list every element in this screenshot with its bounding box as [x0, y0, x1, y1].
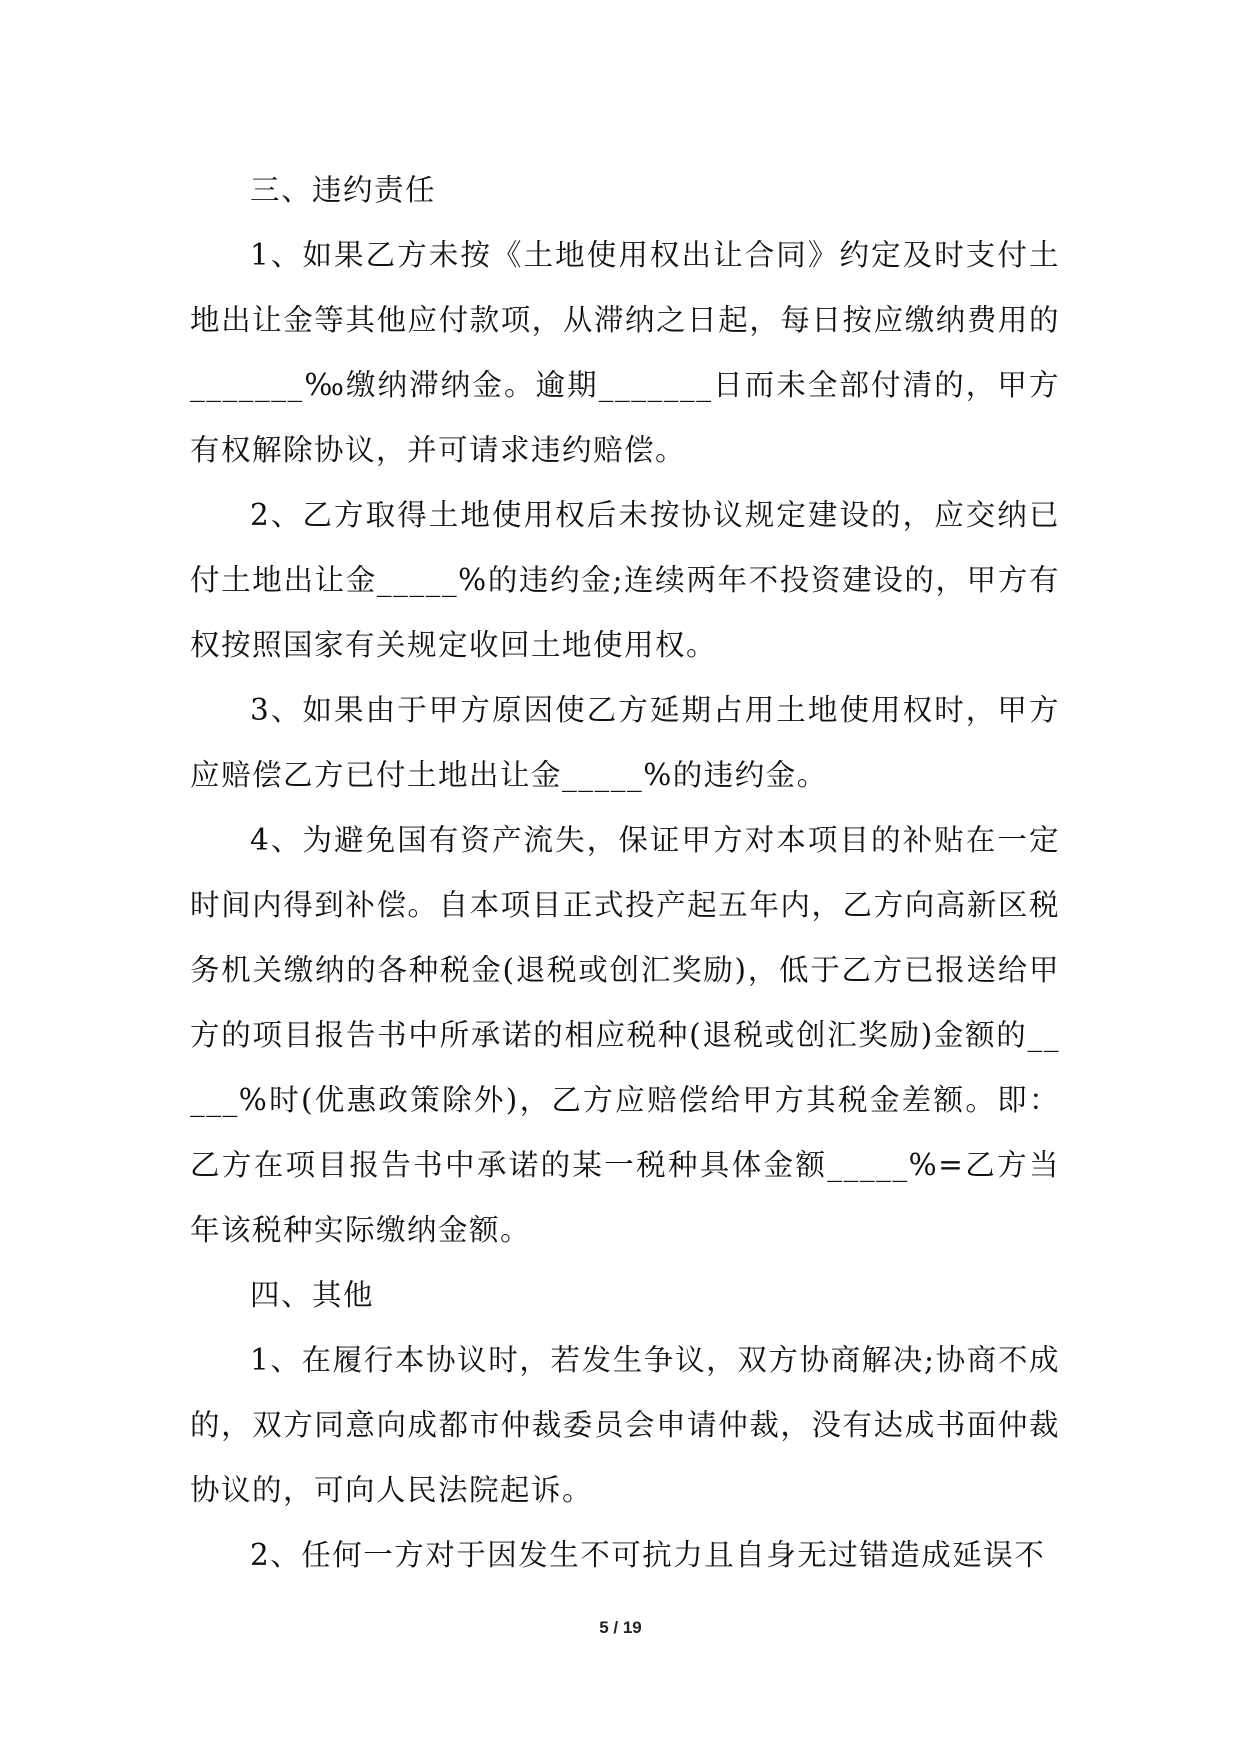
- section-heading-other: 四、其他: [250, 1278, 375, 1312]
- clause-tax-compensation: 4、为避免国有资产流失，保证甲方对本项目的补贴在一定时间内得到补偿。自本项目正式投产起五年内，乙方向高新区税务机关缴纳的各种税金(退税或创汇奖励)，低于乙方已报送给甲方的项目报告书中所承诺的相应税种(退税或创汇奖励)金额的_____%时(优惠政策除外)，乙方应赔偿给甲方其税金差额。即：乙方在项目报告书中承诺的某一税种具体金额_____%=乙方当年该税种实际缴纳金额。: [190, 823, 1060, 1247]
- page-number: 5 / 19: [599, 1618, 642, 1637]
- clause-late-payment: 1、如果乙方未按《土地使用权出让合同》约定及时支付土地出让金等其他应付款项，从滞纳之日起，每日按应缴纳费用的_______‰缴纳滞纳金。逾期_______日而未全部付清的，甲方有权解除协议，并可请求违约赔偿。: [190, 238, 1060, 467]
- clause-force-majeure: 2、任何一方对于因发生不可抗力且自身无过错造成延误不: [250, 1538, 1046, 1572]
- clause-dispute-resolution: 1、在履行本协议时，若发生争议，双方协商解决;协商不成的，双方同意向成都市仲裁委员会申请仲裁，没有达成书面仲裁协议的，可向人民法院起诉。: [190, 1343, 1060, 1507]
- clause-party-a-delay: 3、如果由于甲方原因使乙方延期占用土地使用权时，甲方应赔偿乙方已付土地出让金_____%的违约金。: [190, 693, 1060, 792]
- clause-construction-delay: 2、乙方取得土地使用权后未按协议规定建设的，应交纳已付土地出让金_____%的违约金;连续两年不投资建设的，甲方有权按照国家有关规定收回土地使用权。: [190, 498, 1060, 662]
- document-body: [190, 158, 1060, 1588]
- section-heading-breach-liability: 三、违约责任: [250, 173, 437, 207]
